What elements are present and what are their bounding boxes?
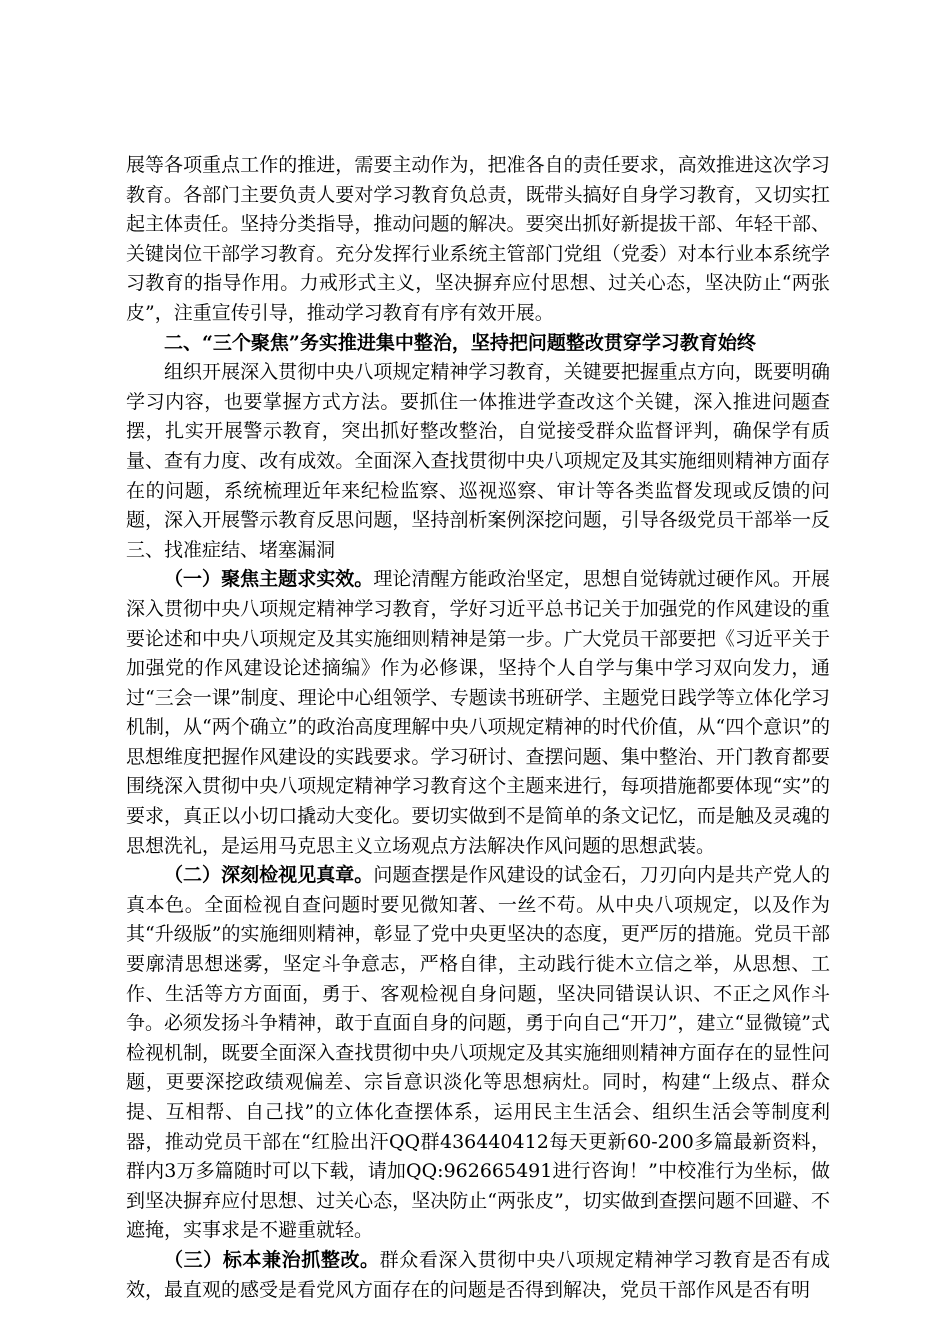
point-3-body: 群众看深入贯彻中央八项规定精神学习教育是否有成效，最直观的感受是看党风方面存在的问题是否得到解决，党员干部作风是否有明	[126, 1248, 830, 1301]
section-heading: 二、“三个聚焦”务实推进集中整治，坚持把问题整改贯穿学习教育始终	[164, 331, 756, 354]
point-2-title: （二）深刻检视见真章。	[164, 864, 374, 887]
point-2-body: 问题查摆是作风建设的试金石，刀刃向内是共产党人的真本色。全面检视自查问题时要见微知著、一丝不苟。从中央八项规定，以及作为其“升级版”的实施细则精神，彰显了党中央更坚决的态度，更严厉的措施。党员干部要廓清思想迷雾，坚定斗争意志，严格自律，主动践行徙木立信之举，从思想、工作、生活等方方面面，勇于、客观检视自身问题，坚决同错误认识、不正之风作斗争。必须发扬斗争精神，敢于直面自身的问题，勇于向自己“开刀”，建立“显微镜”式检视机制，既要全面深入查找贯彻中央八项规定及其实施细则精神方面存在的显性问题，更要深挖政绩观偏差、宗旨意识淡化等思想病灶。同时，构建“上级点、群众提、互相帮、自己找”的立体化查摆体系，运用民主生活会、组织生活会等制度利器，推动党员干部在“红脸出汗QQ群436440412每天更新60-200多篇最新资料，群内3万多篇随时可以下载，请加QQ:962665491进行咨询！”中校准行为坐标，做到坚决摒弃应付思想、过关心态，坚决防止“两张皮”，切实做到查摆问题不回避、不遮掩，实事求是不避重就轻。	[126, 864, 830, 1242]
point-2-paragraph	[126, 861, 830, 1246]
document-page	[126, 151, 830, 1305]
point-3-title: （三）标本兼治抓整改。	[164, 1248, 380, 1271]
point-1-body: 理论清醒方能政治坚定，思想自觉铸就过硬作风。开展深入贯彻中央八项规定精神学习教育，学好习近平总书记关于加强党的作风建设的重要论述和中央八项规定及其实施细则精神是第一步。广大党员干部要把《习近平关于加强党的作风建设论述摘编》作为必修课，坚持个人自学与集中学习双向发力，通过“三会一课”制度、理论中心组领学、专题读书班研学、主题党日践学等立体化学习机制，从“两个确立”的政治高度理解中央八项规定精神的时代价值，从“四个意识”的思想维度把握作风建设的实践要求。学习研讨、查摆问题、集中整治、开门教育都要围绕深入贯彻中央八项规定精神学习教育这个主题来进行，每项措施都要体现“实”的要求，真正以小切口撬动大变化。要切实做到不是简单的条文记忆，而是触及灵魂的思想洗礼，是运用马克思主义立场观点方法解决作风问题的思想武装。	[126, 568, 830, 857]
point-1-paragraph	[126, 565, 830, 861]
continued-paragraph: 展等各项重点工作的推进，需要主动作为，把准各自的责任要求，高效推进这次学习教育。各部门主要负责人要对学习教育负总责，既带头搞好自身学习教育，又切实扛起主体责任。坚持分类指导，推动问题的解决。要突出抓好新提拔干部、年轻干部、关键岗位干部学习教育。充分发挥行业系统主管部门党组（党委）对本行业本系统学习教育的指导作用。力戒形式主义，坚决摒弃应付思想、过关心态，坚决防止“两张皮”，注重宣传引导，推动学习教育有序有效开展。	[126, 154, 830, 324]
point-1-title: （一）聚焦主题求实效。	[164, 568, 374, 591]
intro-paragraph: 组织开展深入贯彻中央八项规定精神学习教育，关键要把握重点方向，既要明确学习内容，也要掌握方式方法。要抓住一体推进学查改这个关键，深入推进问题查摆，扎实开展警示教育，突出抓好整改整治，自觉接受群众监督评判，确保学有质量、查有力度、改有成效。全面深入查找贯彻中央八项规定及其实施细则精神方面存在的问题，系统梳理近年来纪检监察、巡视巡察、审计等各类监督发现或反馈的问题，深入开展警示教育反思问题，坚持剖析案例深挖问题，引导各级党员干部举一反三、找准症结、堵塞漏洞	[126, 361, 830, 561]
point-3-paragraph	[126, 1246, 830, 1305]
